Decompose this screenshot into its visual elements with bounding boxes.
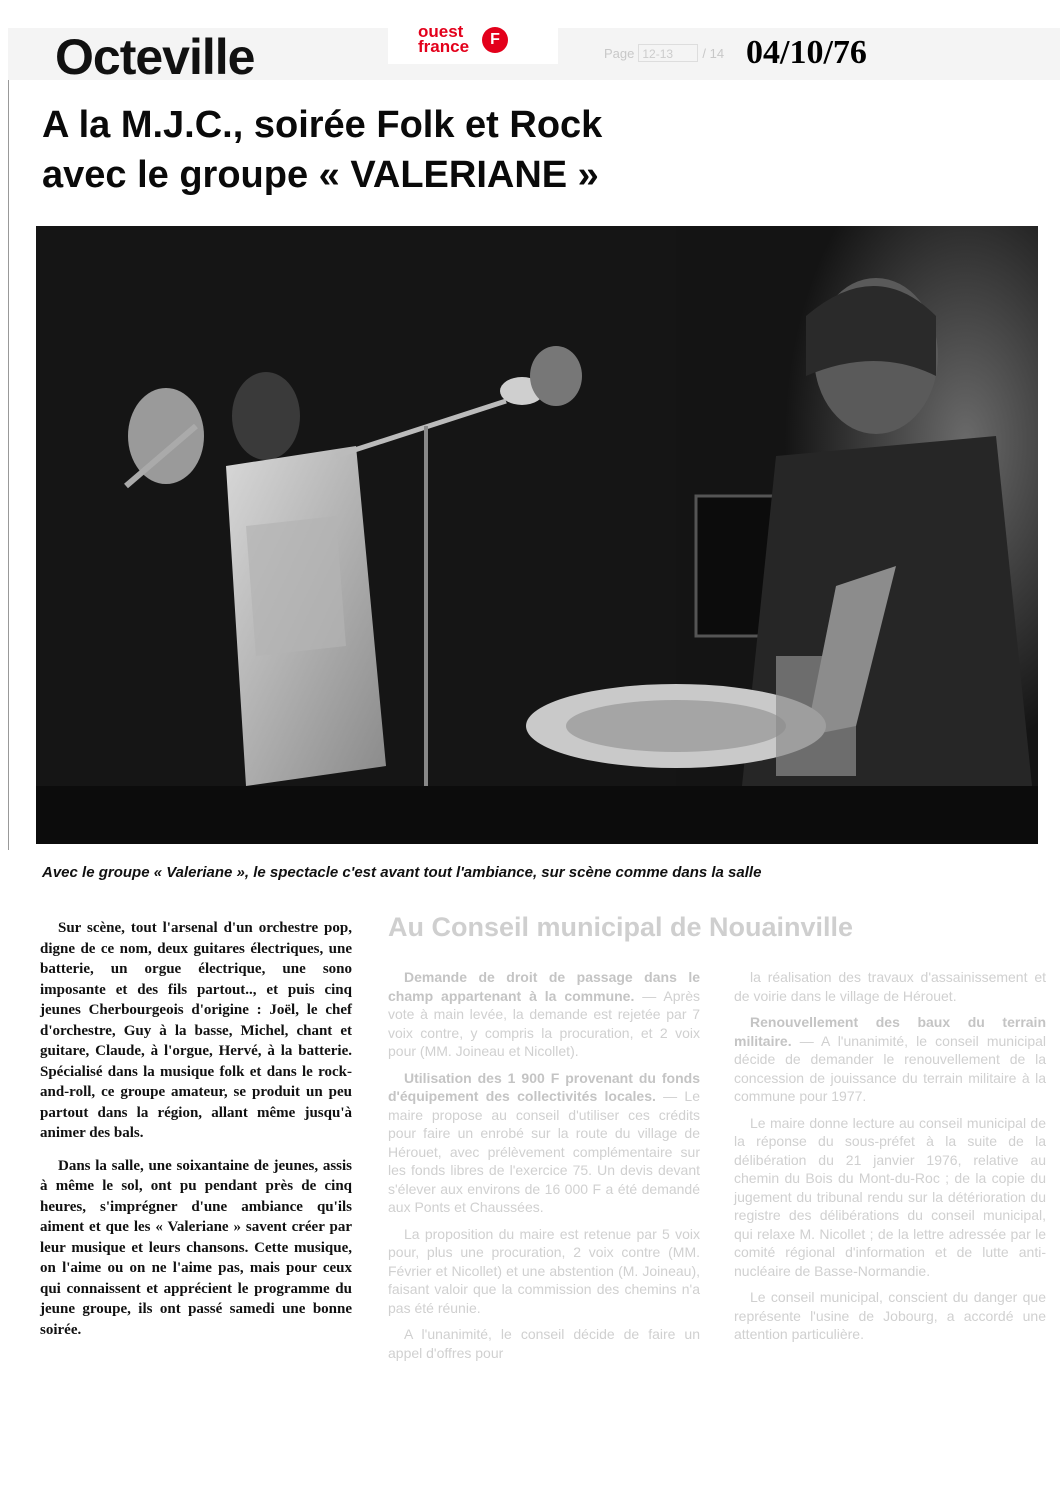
headline-line-2: avec le groupe « VALERIANE »: [42, 154, 599, 196]
neighbor-paragraph: [734, 1114, 1046, 1281]
neighbor-lead: Utilisation des 1 900 F provenant du fonds d'équipement des collectivités locales.: [388, 1069, 700, 1104]
town-heading: Octeville: [55, 29, 255, 85]
neighbor-lead: Demande de droit de passage dans le champ appartenant à la commune.: [388, 969, 700, 1004]
logo-word-bottom: france: [418, 37, 470, 56]
article-paragraph-2: Dans la salle, une soixantaine de jeunes, assis à même le sol, ont pu pendant près de cinq heures, s'imprégner d'une ambiance qu'ils aiment et que les « Valeriane » savent créer par leur musique et leurs chansons. Cette musique, on l'aime ou on ne l'aime pas, mais pour ceux qui connaissent et apprécient le programme du jeune groupe, ils ont passé samedi une bonne soirée.: [40, 1157, 352, 1338]
logo-word-top: ouest: [418, 22, 464, 41]
neighbor-lead: Renouvellement des baux du terrain militaire.: [734, 1014, 1046, 1049]
neighbor-text: — Le maire propose au conseil d'utiliser ces crédits pour faire un enrobé sur la route du village de Hérouet, avec prélèvement complémentaire sur les fonds libres de l'exercice 75. Un devis devant s'élever aux environs de 16 000 F a été demandé aux Ponts et Chaussées.: [388, 1088, 700, 1215]
neighbor-text: Le conseil municipal, conscient du danger que représente l'usine de Jobourg, a accordé une attention particulière.: [734, 1289, 1046, 1342]
page-navigator: [604, 44, 724, 62]
neighbor-column-1: [388, 968, 700, 1370]
neighbor-paragraph: [734, 968, 1046, 1005]
neighbor-text: — A l'unanimité, le conseil municipal décide de demander le renouvellement de la concession de jouissance du terrain militaire à la commune pour 1977.: [734, 1032, 1046, 1104]
neighbor-paragraph: [388, 1325, 700, 1362]
neighbor-article-title: Au Conseil municipal de Nouainville: [388, 912, 854, 942]
headline-line-1: A la M.J.C., soirée Folk et Rock: [42, 104, 603, 146]
concert-photo-illustration: [36, 226, 1038, 844]
neighbor-column-2: [734, 968, 1046, 1352]
neighbor-text: — Après vote à main levée, la demande est rejetée par 7 voix contre, y compris la procuration, et 2 voix pour (MM. Joineau et Nicollet).: [388, 987, 700, 1059]
article-paragraph-1: Sur scène, tout l'arsenal d'un orchestre pop, digne de ce nom, deux guitares électriques, une batterie, un orgue électrique, une sono imposante et des fils partout.., et puis cinq jeunes Cherbourgeois d'origine : Joël, le chef d'orchestre, Guy à la basse, Michel, chant et guitare, Claude, à l'orgue, Hervé, à la batterie. Spécialisé dans la musique folk et dans le rock-and-roll, ce groupe amateur, se produit un peu partout dans la région, allant même jusqu'à animer des bals.: [40, 920, 352, 1141]
photo-caption: Avec le groupe « Valeriane », le spectacle c'est avant tout l'ambiance, sur scène comme dans la salle: [42, 864, 762, 881]
article-body: [40, 918, 352, 1352]
page-edge-rule: [8, 80, 9, 850]
logo-f-icon: F: [482, 27, 508, 53]
neighbor-text: la réalisation des travaux d'assainissement et de voirie dans le village de Hérouet.: [734, 969, 1046, 1004]
logo-wordmark: [418, 24, 469, 54]
concert-photo: [36, 226, 1038, 844]
clipping-date: 04/10/76: [746, 34, 867, 71]
page-select[interactable]: 12-13: [638, 44, 698, 62]
neighbor-paragraph: [388, 1069, 700, 1217]
neighbor-paragraph: [734, 1013, 1046, 1106]
neighbor-text: A l'unanimité, le conseil décide de faire un appel d'offres pour: [388, 1326, 700, 1361]
page-label: Page: [604, 45, 635, 61]
ouest-france-logo: [388, 22, 558, 64]
headline: [42, 100, 722, 200]
neighbor-text: La proposition du maire est retenue par 5 voix pour, plus une procuration, 2 voix contre (MM. Février et Nicollet) et une abstention (M. Joineau), faisant valoir que la commission des chemins n'a pas été réunie.: [388, 1225, 700, 1316]
neighbor-paragraph: [388, 968, 700, 1061]
neighbor-text: Le maire donne lecture au conseil municipal de la réponse du sous-préfet à la suite de la délibération du 21 janvier 1976, relative au chemin du Bois du Mont-du-Roc ; de la copie du jugement du tribunal rendu sur la détérioration du registre des délibérations du conseil municipal, qui relaxe M. Nicollet ; de la lettre adressée par le comité régional d'information et de lutte anti-nucléaire de Basse-Normandie.: [734, 1114, 1046, 1279]
page-total: / 14: [702, 45, 725, 61]
neighbor-paragraph: [388, 1225, 700, 1318]
neighbor-paragraph: [734, 1288, 1046, 1344]
